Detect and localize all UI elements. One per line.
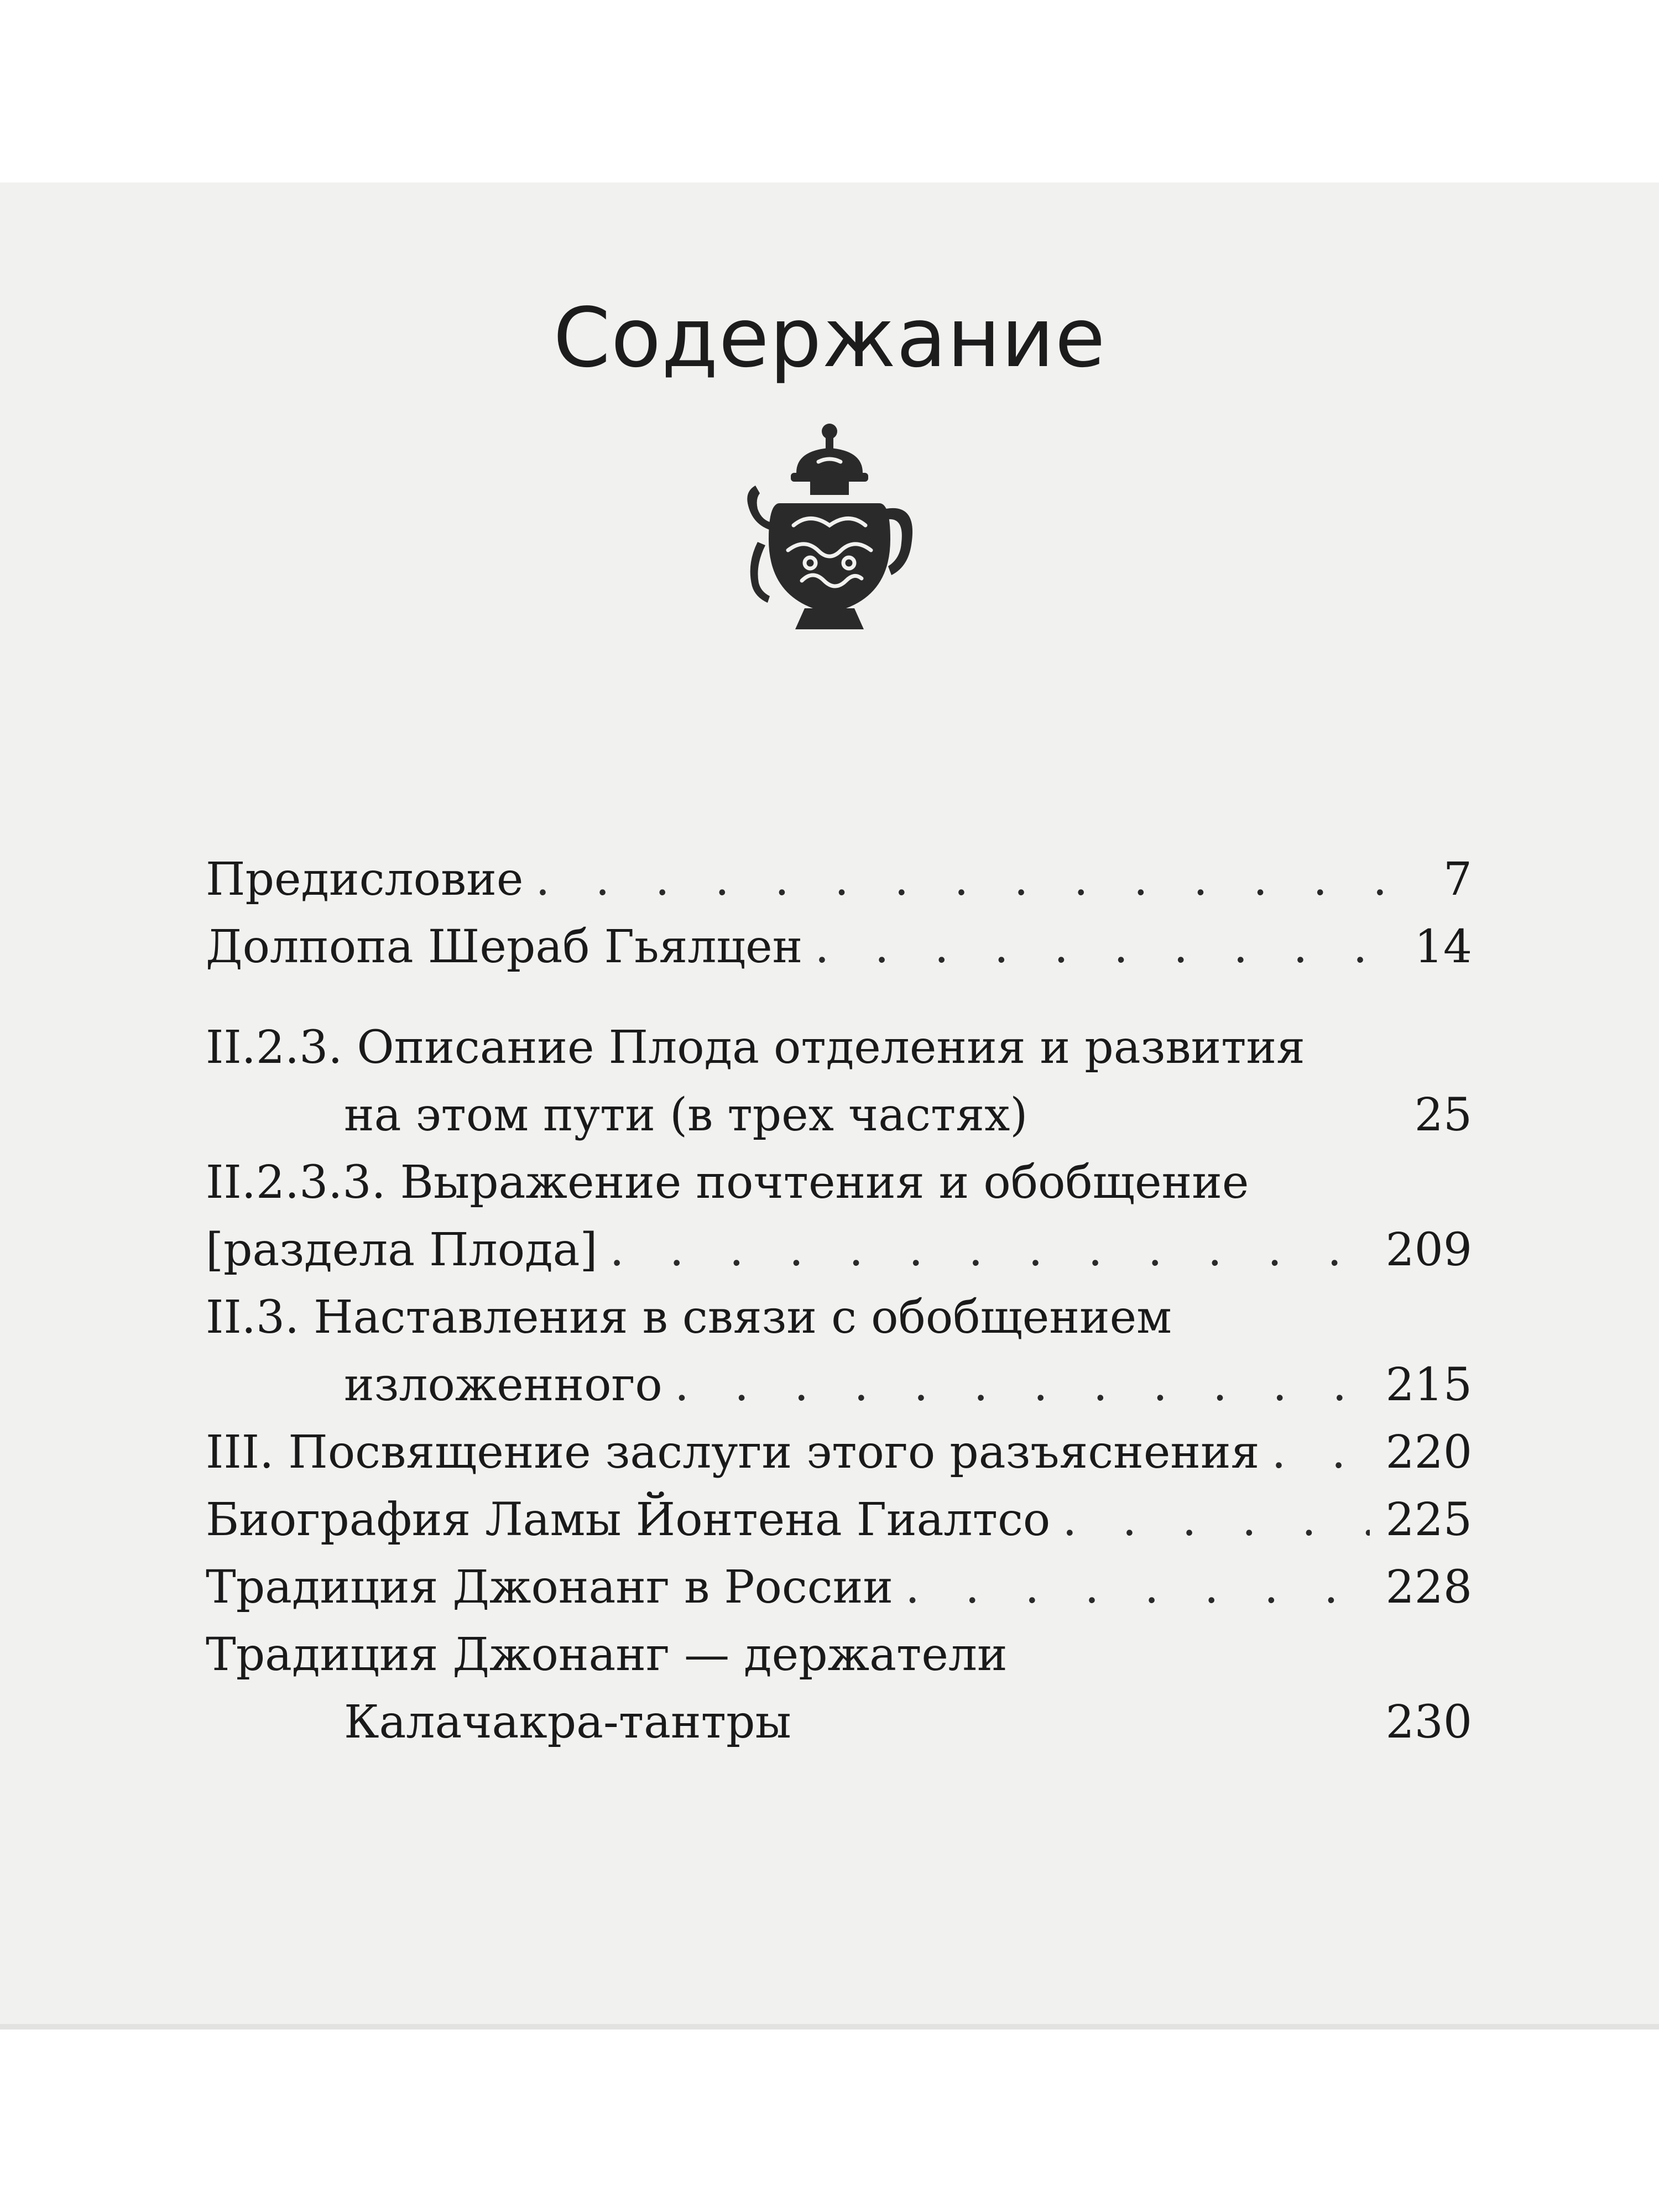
toc-entry-biography[interactable]: [206, 1486, 1472, 1554]
dot-leader: [905, 1554, 1370, 1621]
toc-entry-title-continued: на этом пути (в трех частях): [344, 1089, 1028, 1141]
toc-page-number: 228: [1385, 1561, 1472, 1614]
dot-leader: [815, 914, 1399, 981]
toc-entry-ii-2-3-3-line2[interactable]: [206, 1217, 1472, 1284]
toc-page-number: 14: [1414, 921, 1472, 973]
toc-entry-title: Биография Ламы Йонтена Гиалтсо: [206, 1494, 1051, 1546]
toc-entry-title: II.2.3.3. Выражение почтения и обобщение: [206, 1156, 1249, 1209]
toc-entry-title: Долпопа Шераб Гьялцен: [206, 921, 803, 973]
toc-entry-ii-3-line1[interactable]: [206, 1284, 1472, 1352]
toc-entry-ii-2-3-3-line1[interactable]: [206, 1149, 1472, 1217]
dot-leader: [1062, 1486, 1370, 1554]
page-edge: [0, 2024, 1659, 2030]
toc-entry-iii[interactable]: [206, 1419, 1472, 1486]
table-of-contents: [206, 846, 1472, 1756]
toc-entry-jonang-russia[interactable]: [206, 1554, 1472, 1621]
toc-entry-ii-2-3-line2[interactable]: [206, 1082, 1472, 1149]
toc-page-number: 7: [1443, 853, 1472, 906]
toc-entry-title-continued: Калачакра-тантры: [344, 1696, 791, 1749]
tibetan-vase-ornament-icon: [735, 420, 924, 641]
toc-page-number: 220: [1385, 1426, 1472, 1479]
toc-page-number: 225: [1385, 1494, 1472, 1546]
toc-page-number: 25: [1414, 1089, 1472, 1141]
dot-leader: [535, 846, 1427, 914]
page-title: Содержание: [553, 290, 1106, 385]
toc-entry-title-continued: [раздела Плода]: [206, 1224, 598, 1276]
toc-entry-dolpopa[interactable]: [206, 914, 1472, 981]
toc-entry-title: II.3. Наставления в связи с обобщением: [206, 1291, 1172, 1344]
toc-entry-ii-2-3-line1[interactable]: [206, 1014, 1472, 1082]
toc-entry-preface[interactable]: [206, 846, 1472, 914]
toc-page-number: 209: [1385, 1224, 1472, 1276]
toc-entry-title: III. Посвящение заслуги этого разъяснения: [206, 1426, 1260, 1479]
toc-spacer: [206, 981, 1472, 1014]
toc-entry-title: Традиция Джонанг — держатели: [206, 1629, 1008, 1681]
toc-page-number: 230: [1385, 1696, 1472, 1749]
dot-leader: [610, 1217, 1370, 1284]
toc-entry-jonang-holders-line1[interactable]: [206, 1621, 1472, 1689]
toc-entry-ii-3-line2[interactable]: [206, 1352, 1472, 1419]
dot-leader: [675, 1352, 1370, 1419]
toc-entry-title-continued: изложенного: [344, 1359, 662, 1411]
toc-entry-title: Традиция Джонанг в России: [206, 1561, 894, 1614]
toc-entry-jonang-holders-line2[interactable]: [206, 1689, 1472, 1756]
dot-leader: [1271, 1419, 1370, 1486]
toc-entry-title: II.2.3. Описание Плода отделения и развития: [206, 1021, 1305, 1074]
toc-entry-title: Предисловие: [206, 853, 524, 906]
toc-page-number: 215: [1385, 1359, 1472, 1411]
